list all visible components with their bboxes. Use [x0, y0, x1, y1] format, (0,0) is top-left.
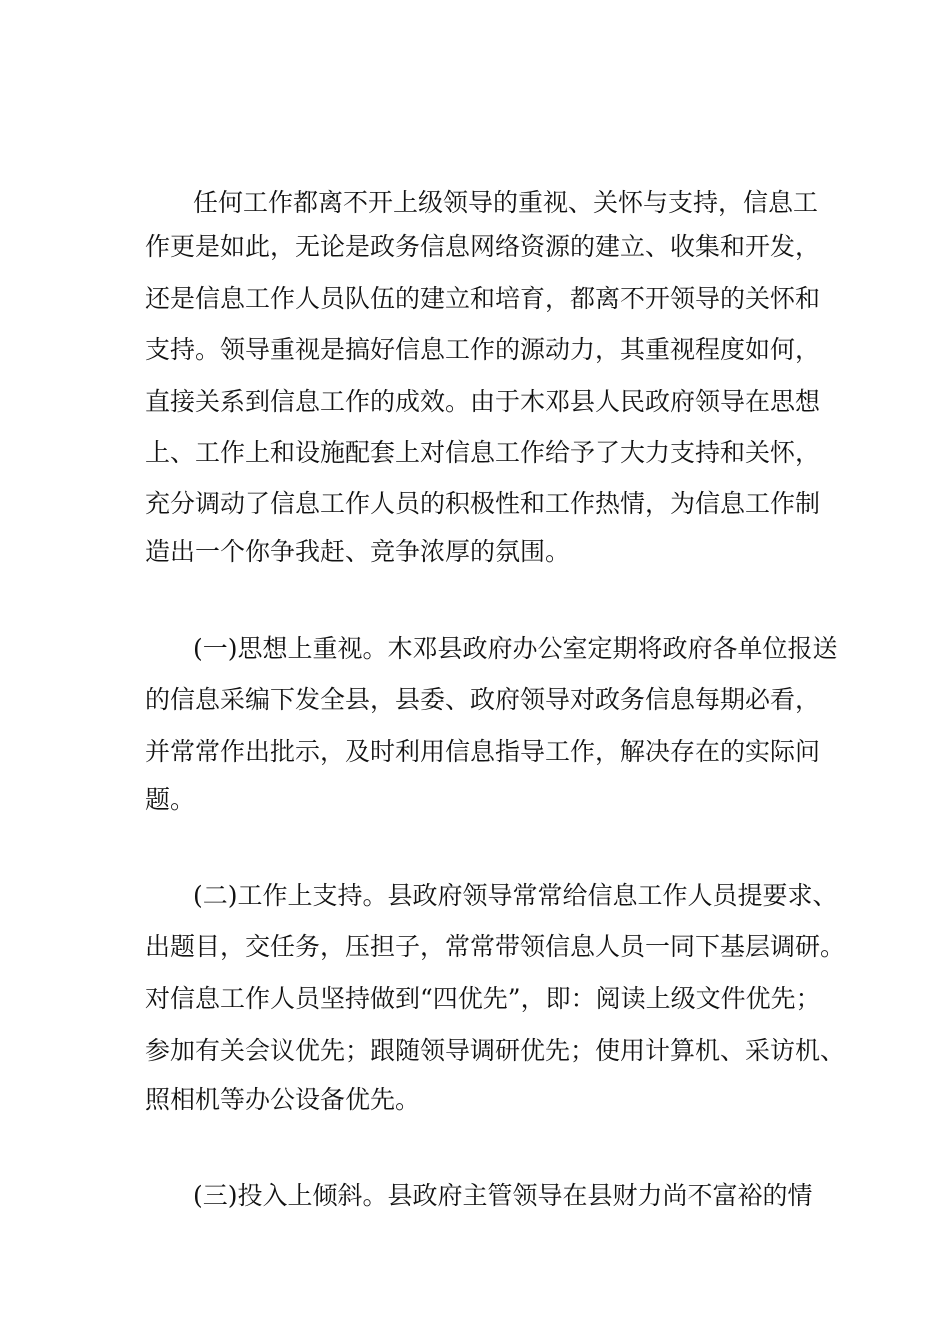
text-line: 上、工作上和设施配套上对信息工作给予了大力支持和关怀，: [145, 438, 821, 467]
text-line: 支持。领导重视是搞好信息工作的源动力，其重视程度如何，: [145, 335, 821, 364]
text-line: 作更是如此，无论是政务信息网络资源的建立、收集和开发，: [145, 232, 821, 261]
text-line: 还是信息工作人员队伍的建立和培育，都离不开领导的关怀和: [145, 284, 821, 313]
text-line: 对信息工作人员坚持做到“四优先”，即：阅读上级文件优先；: [145, 984, 821, 1013]
text-line: 题。: [145, 785, 196, 814]
text-line: (一)思想上重视。木邓县政府办公室定期将政府各单位报送: [193, 634, 838, 663]
text-line: 照相机等办公设备优先。: [145, 1085, 421, 1114]
text-line: 的信息采编下发全县，县委、政府领导对政务信息每期必看，: [145, 685, 821, 714]
text-line: 造出一个你争我赶、竞争浓厚的氛围。: [145, 537, 571, 566]
text-line: 任何工作都离不开上级领导的重视、关怀与支持，信息工: [193, 188, 819, 217]
text-line: 直接关系到信息工作的成效。由于木邓县人民政府领导在思想: [145, 387, 821, 416]
text-line: 参加有关会议优先；跟随领导调研优先；使用计算机、采访机、: [145, 1036, 846, 1065]
text-line: 并常常作出批示，及时利用信息指导工作，解决存在的实际问: [145, 737, 821, 766]
text-line: 出题目，交任务，压担子，常常带领信息人员一同下基层调研。: [145, 932, 846, 961]
text-line: 充分调动了信息工作人员的积极性和工作热情，为信息工作制: [145, 489, 821, 518]
text-line: (三)投入上倾斜。县政府主管领导在县财力尚不富裕的情: [193, 1181, 813, 1210]
text-line: (二)工作上支持。县政府领导常常给信息工作人员提要求、: [193, 881, 838, 910]
